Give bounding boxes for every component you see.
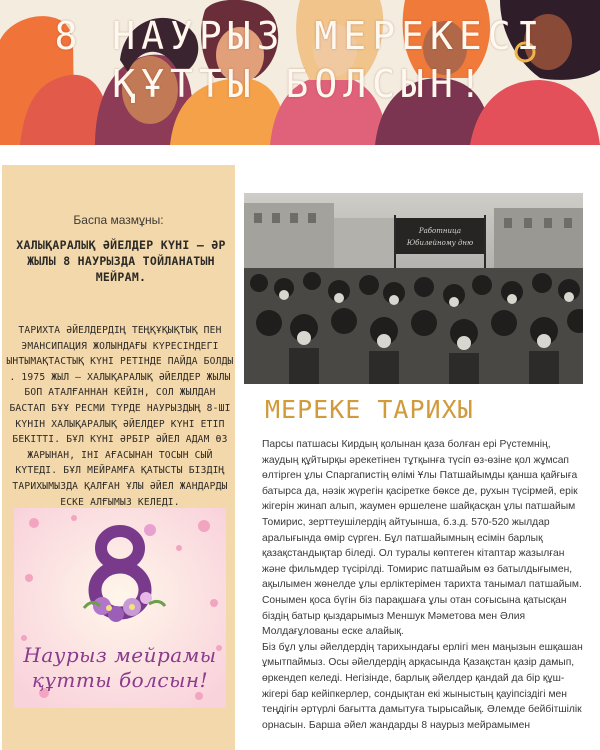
paragraph: Парсы патшасы Кирдың қолынан қаза болған ері Рүстемнің, жаудың құйтырқы әрекетінен тұтқынға түсіп өз-өзіне қол жұмсап өлтірген ұлы Спаргапистің өлімі Ұлы Патшайымды қанша қайғыға батырса да, нәзік жүрегін қасіретке бөксе де, рухын түсірмей, ерік жігерін жинап алып, жаумен өршелене шайқасқан ұлы патшайым Томирис, зерттеушілердің айтуынша, б.з.д. 570-520 жылдар аралығында өмір сүрген. Бұл патшайымның есімін барлық қазақстандықтар біледі. Ол туралы көптеген кітаптар жазылған және фильмдер түсірілді. Томирис патшайым өз батылдығымен, ақылымен жөнелде ұлы ерліктерімен тарихта танымал патшайым.	[262, 439, 582, 591]
card-caption-line2: құтты болсын!	[31, 668, 209, 692]
paragraph: Сонымен қоса бүгін біз парақшаға ұлы отан соғысына қатысқан біздің батыр қыздарымыз Меншук Мәметова мен Әлия Молдағұлованы еске алайық.	[262, 594, 567, 638]
crowd-photo-graphic	[244, 193, 583, 384]
header-banner	[0, 0, 600, 145]
article-body	[262, 437, 584, 733]
divider	[0, 145, 600, 163]
paragraph: Біз бұл ұлы әйелдердің тарихындағы ерлігі мен маңызын ешқашан ұмытпаймыз. Осы әйелдердің арқасында Қазақстан қазір дамып, өркендеп келеді. Негізінде, барлық әйелдер қандай да бір құш-жігері бар кейіпкерлер, сондықтан екі жыныстың қауіпсіздігі мен теңдігін әртүрлі бағытта дамытуға тырысайық. Әлемде бейбітшілік орнасын. Барша әйел жандарды 8 наурыз мейрамымен	[262, 641, 583, 731]
banner-title-line1: 8 НАУРЫЗ МЕРЕКЕСІ	[54, 14, 546, 58]
svg-text:Юбилейному дню: Юбилейному дню	[406, 239, 474, 247]
contents-summary: ХАЛЫҚАРАЛЫҚ ӘЙЕЛДЕР КҮНІ — ӘР ЖЫЛЫ 8 НАУРЫЗДА ТОЙЛАНАТЫН МЕЙРАМ.	[16, 238, 226, 284]
contents-label: Баспа мазмұны:	[73, 213, 164, 227]
card-caption-line1: Наурыз мейрамы	[23, 643, 217, 667]
history-paragraph: ТАРИХТА ӘЙЕЛДЕРДІҢ ТЕҢҚҰҚЫҚТЫҚ ПЕН ЭМАНСИПАЦИЯ ЖОЛЫНДАҒЫ КҮРЕСІНДЕГІ ЫНТЫМАҚТАСТЫҚ КҮНІ РЕТІНДЕ ПАЙДА БОЛДЫ . 1975 ЖЫЛ — ХАЛЫҚАРАЛЫҚ ӘЙЕЛДЕР ЖЫЛЫ БОП АТАЛҒАННАН КЕЙІН, СОЛ ЖЫЛДАН БАСТАП БҰҰ РЕСМИ ТҮРДЕ НАУРЫЗДЫҢ 8-ШІ КҮНІН ХАЛЫҚАРАЛЫҚ ӘЙЕЛДЕР КҮНІ ЕТІП БЕКІТТІ. БҰЛ КҮНІ ӘРБІР ӘЙЕЛ АДАМ ӨЗ ЖАРЫНАН, ІНІ АҒАСЫНАН ТОСЫН СЫЙ КҮТЕДІ. БҰЛ МЕЙРАМҒА ҚАТЫСТЫ БІЗДІҢ ТАРИХЫМЫЗДА ҚАЛҒАН ҰЛЫ ӘЙЕЛ ЖАНДАРДЫ ЕСКЕ АЛҒЫМЫЗ КЕЛЕДІ.	[6, 325, 234, 508]
banner-title-line2: ҚҰТТЫ БОЛСЫН!	[112, 62, 488, 106]
historic-photo	[244, 193, 583, 384]
section-title: МЕРЕКЕ ТАРИХЫ	[265, 395, 474, 424]
sidebar	[2, 165, 235, 750]
greeting-card-image	[14, 508, 226, 708]
svg-text:Работница: Работница	[418, 227, 462, 235]
